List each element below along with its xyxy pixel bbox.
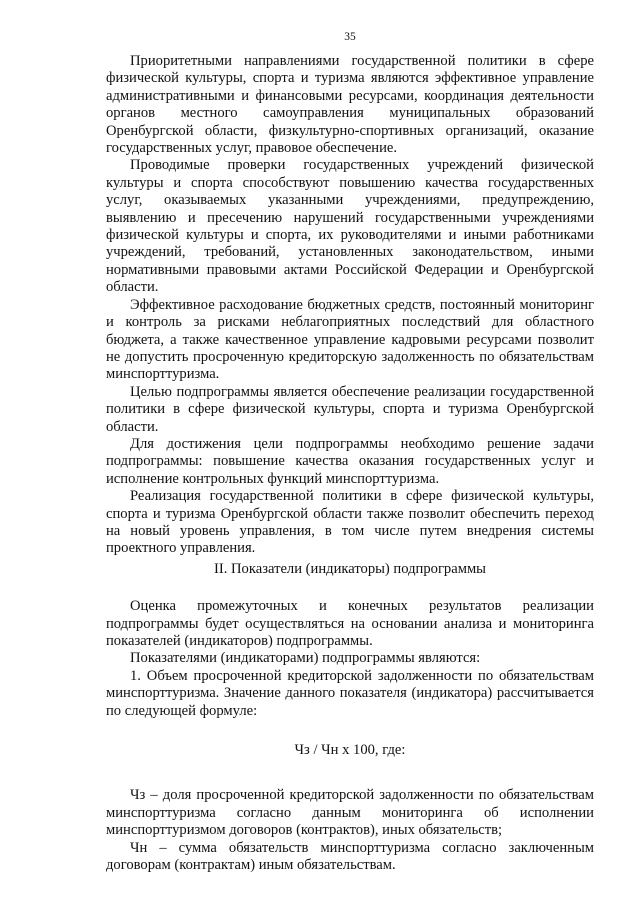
paragraph-priorities: Приоритетными направлениями государственной политики в сфере физической культуры, спорта и туризма являются эффективное управление административными и финансовыми ресурсами, координация деятельности органов местного самоуправления муниципальных образований Оренбургской области, физкультурно-спортивных организаций, оказание государственных услуг, правовое обеспечение. <box>106 53 594 157</box>
paragraph-evaluation: Оценка промежуточных и конечных результатов реализации подпрограммы будет осуществляться на основании анализа и мониторинга показателей (индикаторов) подпрограммы. <box>106 598 594 649</box>
formula: Чз / Чн х 100, где: <box>294 742 406 759</box>
paragraph-budget: Эффективное расходование бюджетных средств, постоянный мониторинг и контроль за рисками неблагоприятных последствий для областного бюджета, а также качественное управление кадровыми ресурсами позволит не допустить просроченную кредиторскую задолженность по обязательствам минспорттуризма. <box>106 296 594 383</box>
paragraph-definition-chz: Чз – доля просроченной кредиторской задолженности по обязательствам минспорттуризма согласно данным мониторинга об исполнении минспорттуризмом договоров (контрактов), иных обязательств; <box>106 787 594 839</box>
paragraph-definition-chn: Чн – сумма обязательств минспорттуризма согласно заключенным договорам (контрактам) иным обязательствам. <box>106 839 594 874</box>
paragraph-indicator-1: 1. Объем просроченной кредиторской задолженности по обязательствам минспорттуризма. Значение данного показателя (индикатора) рассчитывается по следующей формуле: <box>106 667 594 719</box>
paragraph-goal: Целью подпрограммы является обеспечение реализации государственной политики в сфере физической культуры, спорта и туризма Оренбургской области. <box>106 383 594 435</box>
paragraph-implementation: Реализация государственной политики в сфере физической культуры, спорта и туризма Оренбургской области также позволит обеспечить переход на новый уровень управления, в том числе путем внедрения системы проектного управления. <box>106 488 594 557</box>
paragraph-inspections: Проводимые проверки государственных учреждений физической культуры и спорта способствуют повышению качества государственных услуг, оказываемых указанными учреждениями, предупреждению, выявлению и пресечению нарушений государственными учреждениями физической культуры и спорта, их руководителями и иными работниками учреждений, требований, установленных законодательством, иными нормативными правовыми актами Российской Федерации и Оренбургской области. <box>106 157 594 296</box>
section-heading: II. Показатели (индикаторы) подпрограммы <box>214 560 486 577</box>
paragraph-indicators-intro: Показателями (индикаторами) подпрограммы являются: <box>130 650 481 667</box>
page-number: 35 <box>344 31 356 43</box>
section-spacer <box>106 578 594 598</box>
paragraph-task: Для достижения цели подпрограммы необходимо решение задачи подпрограммы: повышение качества оказания государственных услуг и исполнение контрольных функций минспорттуризма. <box>106 435 594 487</box>
